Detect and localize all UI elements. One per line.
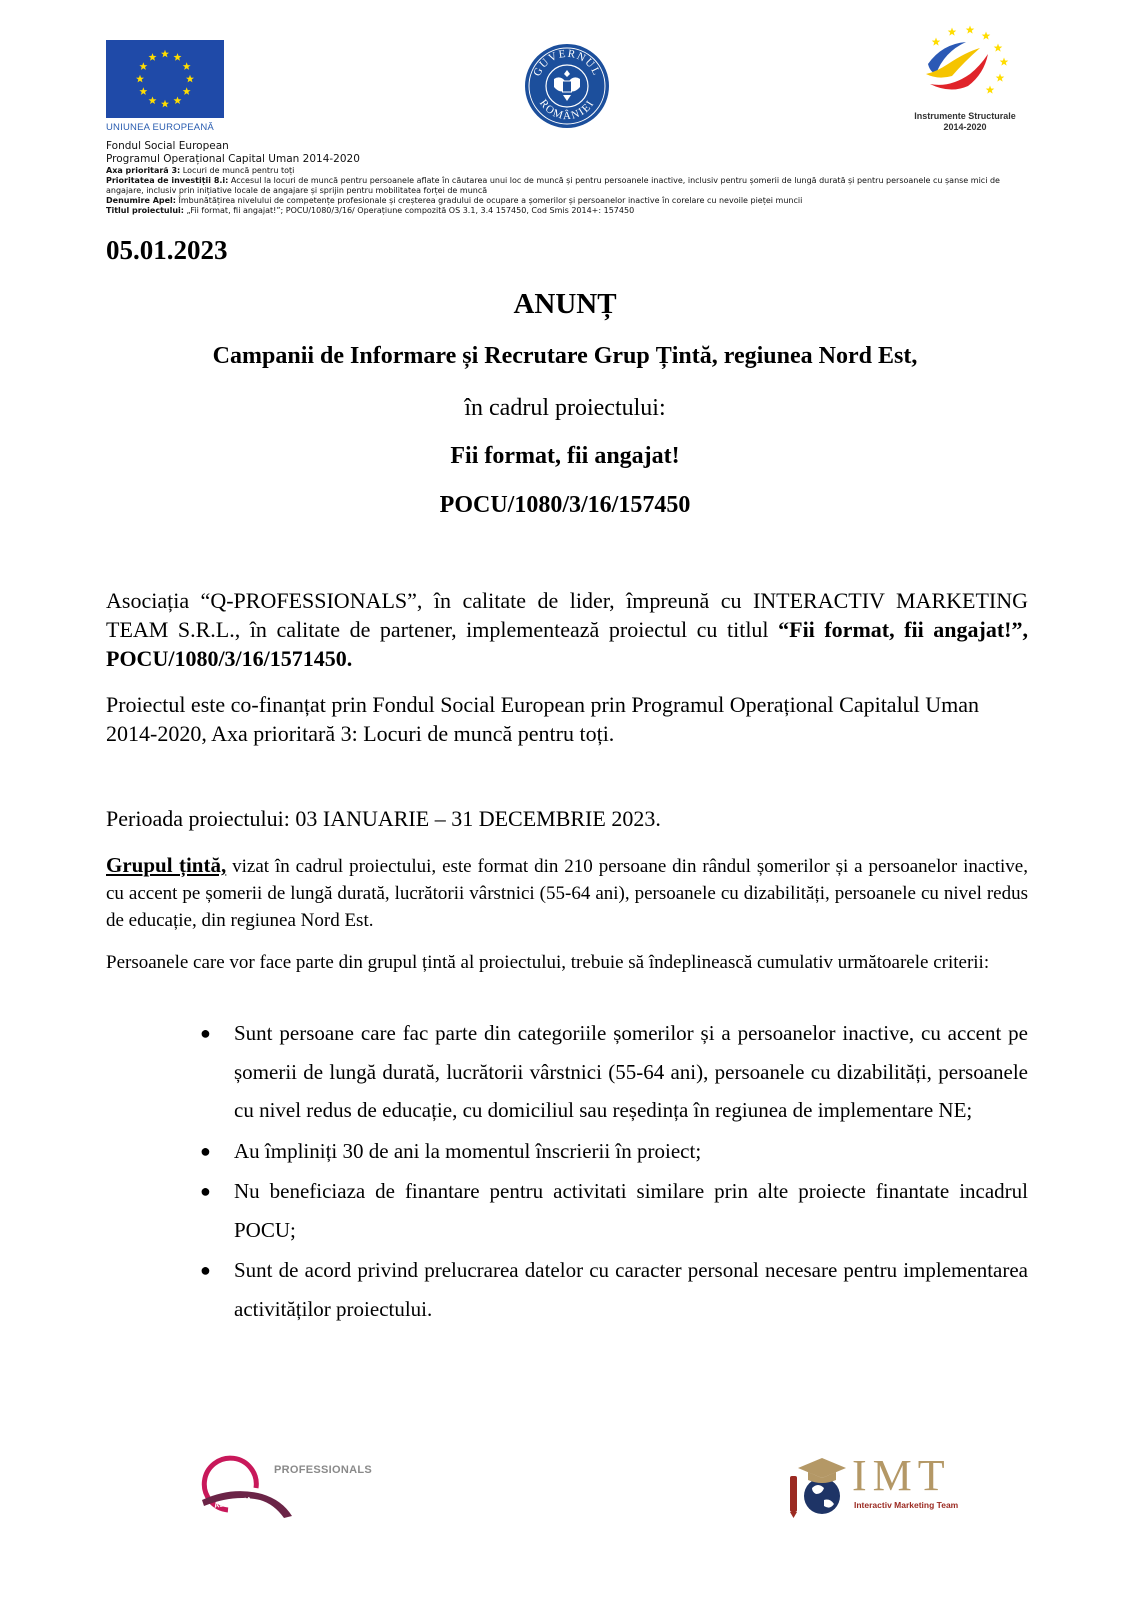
project-code: POCU/1080/3/16/157450 [439, 492, 691, 518]
seal-text-bottom: ROMÂNIEI [536, 97, 598, 123]
eu-star-icon [149, 96, 157, 104]
eu-star-icon [136, 75, 144, 83]
program-info [106, 140, 1036, 216]
criteria-list [198, 1014, 1028, 1330]
pen-icon [790, 1476, 797, 1512]
eu-logo [106, 40, 224, 133]
eu-caption: UNIUNEA EUROPEANĂ [106, 122, 214, 133]
eu-star-icon [183, 62, 191, 70]
call-name-value: Îmbunătățirea nivelului de competențe profesionale și creșterea gradului de ocupare a șomerilor și persoanelor inactive în corelare cu nevoile pieței muncii [175, 196, 803, 205]
criteria-item [198, 1014, 1028, 1130]
document-date: 05.01.2023 [106, 235, 228, 265]
criteria-item-text: Sunt de acord privind prelucrarea datelor cu caracter personal necesare pentru implementarea activităților proiectului. [234, 1258, 1028, 1321]
investment-priority [106, 176, 1036, 196]
graduation-globe-icon [784, 1452, 854, 1518]
call-name-label: Denumire Apel: [106, 196, 176, 205]
is-star-icon [982, 32, 991, 40]
project-context: în cadrul proiectului: [464, 395, 666, 421]
romanian-government-seal [524, 43, 610, 129]
instrumente-structurale-logo [900, 22, 1030, 134]
is-star-icon [966, 26, 975, 34]
partners-paragraph [106, 586, 1028, 673]
document-subtitle: Campanii de Informare și Recrutare Grup Țintă, regiunea Nord Est, [212, 343, 918, 369]
criteria-item-text: Nu beneficiaza de finantare pentru activitati similare prin alte proiecte finantate incadrul POCU; [234, 1179, 1028, 1242]
eu-star-icon [161, 50, 169, 58]
is-caption [900, 111, 1030, 133]
structural-instruments-emblem-icon [900, 22, 1030, 110]
project-title-label: Titlul proiectului: [106, 206, 184, 215]
bullet-icon: ● [200, 1260, 211, 1280]
target-group-lead: Grupul țintă, [106, 853, 227, 877]
seal-text-top: GUVERNUL [531, 47, 603, 79]
eu-star-icon [183, 87, 191, 95]
criteria-item-text: Sunt persoane care fac parte din categoriile șomerilor și a persoanelor inactive, cu accent pe șomerii de lungă durată, lucrătorii vârstnici (55-64 ani), persoanele cu dizabilități, persoanele cu nivel redus de educație, cu domiciliul sau reședința în regiunea de implementare NE; [234, 1021, 1028, 1122]
criteria-item [198, 1132, 1028, 1171]
document-title: ANUNȚ [513, 288, 617, 320]
graduation-cap-icon [798, 1458, 846, 1478]
call-name [106, 196, 1036, 206]
project-title-value: „Fii format, fii angajat!”; POCU/1080/3/16/ Operațiune compozită OS 3.1, 3.4 157450, Cod Smis 2014+: 157450 [183, 206, 635, 215]
eu-star-icon [174, 96, 182, 104]
q-letter-icon [196, 1448, 296, 1518]
project-name: Fii format, fii angajat! [450, 443, 680, 469]
is-caption-line1: Instrumente Structurale [914, 111, 1016, 121]
eu-star-icon [149, 53, 157, 61]
is-star-icon [1000, 58, 1009, 66]
is-star-icon [986, 86, 995, 94]
investment-priority-value: Accesul la locuri de muncă pentru persoanele aflate în căutarea unui loc de muncă și pentru persoanele inactive, inclusiv pentru șomerii de lungă durată și pentru persoanele cu șanse mici de angajare, inclusiv prin inițiative locale de angajare și sprijin pentru mobilitatea forței de muncă [106, 176, 1000, 195]
pen-tip [790, 1512, 797, 1518]
criteria-item [198, 1251, 1028, 1328]
imt-logo [784, 1452, 974, 1518]
imt-letters: IMT [852, 1451, 951, 1500]
criteria-item [198, 1172, 1028, 1249]
fund-name: Fondul Social European [106, 140, 229, 152]
eu-flag-icon [106, 40, 224, 118]
priority-axis-label: Axa prioritară 3: [106, 166, 181, 175]
q-professionals-logo [196, 1448, 376, 1518]
q-ribbon-label: ASOCIATIA [213, 1496, 253, 1511]
bullet-icon: ● [200, 1181, 211, 1201]
is-star-icon [948, 28, 957, 36]
is-star-icon [932, 38, 941, 46]
criteria-intro: Persoanele care vor face parte din grupul țintă al proiectului, trebuie să îndeplinească cumulativ următoarele criterii: [106, 952, 990, 973]
investment-priority-label: Prioritatea de investiții 8.i: [106, 176, 229, 185]
eu-star-icon [186, 75, 194, 83]
is-star-icon [994, 44, 1003, 52]
target-group-text: vizat în cadrul proiectului, este format din 210 persoane din rândul șomerilor și a persoanelor inactive, cu accent pe șomerii de lungă durată, lucrătorii vârstnici (55-64 ani), persoanele cu dizabilități, persoanele cu nivel redus de educație, din regiunea Nord Est. [106, 856, 1028, 931]
project-title-line [106, 206, 1036, 216]
imt-full-name: Interactiv Marketing Team [854, 1500, 959, 1510]
bullet-icon: ● [200, 1023, 211, 1043]
eu-star-icon [139, 87, 147, 95]
funding-paragraph: Proiectul este co-finanțat prin Fondul Social European prin Programul Operațional Capitalul Uman 2014-2020, Axa prioritară 3: Locuri de muncă pentru toți. [106, 692, 980, 746]
bullet-icon: ● [200, 1140, 211, 1161]
globe-icon [804, 1478, 840, 1514]
partners-project-ref: “Fii format, fii angajat!”, POCU/1080/3/16/1571450. [106, 617, 1029, 671]
is-star-icon [996, 74, 1005, 82]
programme-name: Programul Operațional Capital Uman 2014-2020 [106, 153, 360, 165]
eu-star-icon [139, 62, 147, 70]
priority-axis-value: Locuri de muncă pentru toți [180, 166, 295, 175]
eu-star-icon [161, 100, 169, 108]
q-professionals-label: PROFESSIONALS [274, 1464, 373, 1476]
priority-axis [106, 166, 1036, 176]
is-caption-line2: 2014-2020 [943, 122, 987, 132]
eu-star-icon [174, 53, 182, 61]
criteria-item-text: Au împliniți 30 de ani la momentul înscrierii în proiect; [234, 1138, 702, 1163]
project-period: Perioada proiectului: 03 IANUARIE – 31 DECEMBRIE 2023. [106, 806, 661, 831]
target-group-paragraph [106, 852, 1028, 934]
partners-text: Asociația “Q-PROFESSIONALS”, în calitate de lider, împreună cu INTERACTIV MARKETING TEAM S.R.L., în calitate de partener, implementează proiectul cu titlul [106, 588, 1028, 642]
